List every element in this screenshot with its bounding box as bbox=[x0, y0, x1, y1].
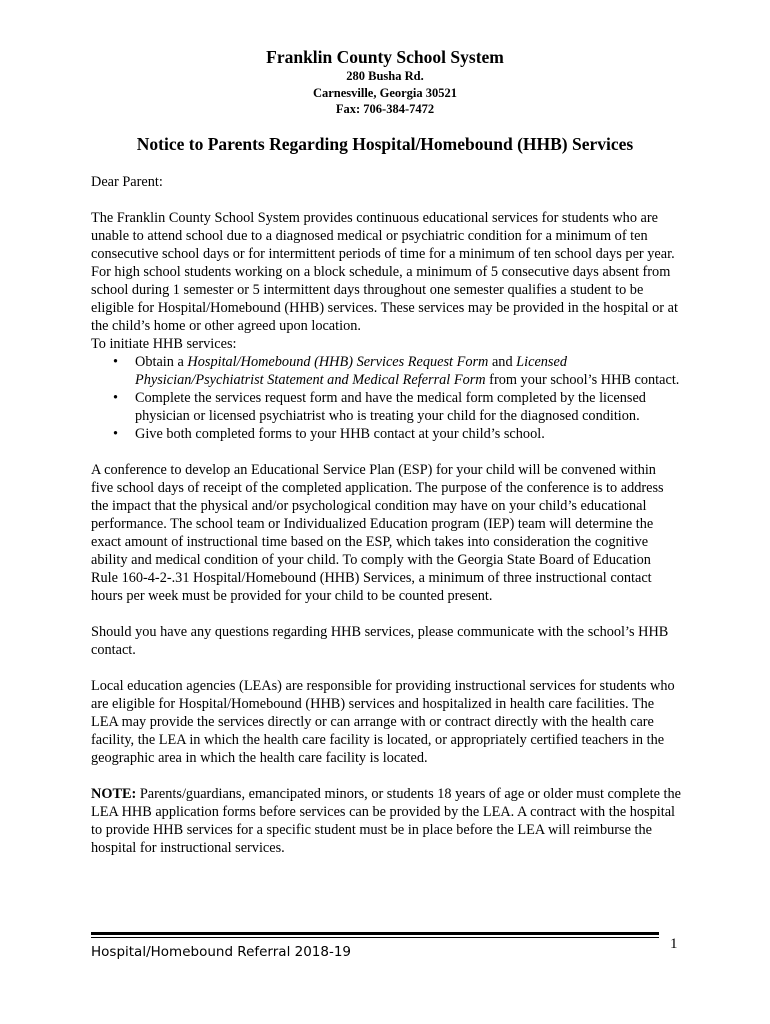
salutation: Dear Parent: bbox=[91, 174, 163, 190]
city-state-zip: Carnesville, Georgia 30521 bbox=[312, 85, 458, 100]
step-text-and: and bbox=[488, 354, 517, 370]
conference-paragraph: A conference to develop an Educational Service Plan (ESP) for your child will be convened within five school days of receipt of the completed application. The purpose of the conference is to address the impact that the physical and/or psychological condition may have on your child’s educational performance. The school team or Individualized Education program (IEP) team will determine the exact amount of instructional time based on the ESP, which takes into consideration the cognitive ability and medical condition of your child. To comply with the Georgia State Board of Education Rule 160-4-2-.31 Hospital/Homebound (HHB) Services, a minimum of three instructional contact hours per week must be provided for your child to be counted present. bbox=[91, 462, 664, 604]
note-paragraph bbox=[91, 785, 681, 857]
list-item bbox=[91, 389, 681, 425]
bullet-icon: • bbox=[113, 354, 119, 370]
steps-list bbox=[91, 353, 681, 443]
step-text-suffix: from your school’s HHB contact. bbox=[485, 372, 680, 388]
request-form-name: Hospital/Homebound (HHB) Services Request Form bbox=[187, 354, 489, 370]
letterhead bbox=[0, 46, 770, 118]
questions-paragraph: Should you have any questions regarding HHB services, please communicate with the school’s HHB contact. bbox=[91, 624, 669, 658]
letter-body bbox=[91, 173, 681, 857]
lea-paragraph: Local education agencies (LEAs) are responsible for providing instructional services for students who are eligible for Hospital/Homebound (HHB) services and hospitalized in health care facilities. The LEA may provide the services directly or can arrange with or contract directly with the health care facility, the LEA in which the health care facility is located, or appropriately certified teachers in the geographic area in which the health care facility is located. bbox=[91, 678, 675, 766]
step-text: Give both completed forms to your HHB contact at your child’s school. bbox=[135, 426, 545, 442]
street-address: 280 Busha Rd. bbox=[346, 69, 424, 83]
note-label: NOTE: bbox=[91, 786, 137, 802]
organization-name: Franklin County School System bbox=[266, 47, 504, 67]
step-text: Complete the services request form and have the medical form completed by the licensed physician or licensed psychiatrist who is treating your child for the diagnosed condition. bbox=[135, 390, 646, 424]
step-text-prefix: Obtain a bbox=[135, 354, 188, 370]
intro-paragraph: The Franklin County School System provides continuous educational services for students who are unable to attend school due to a diagnosed medical or psychiatric condition for a minimum of ten consecutive school days or for intermittent periods of time for a minimum of ten school days per year. For high school students working on a block schedule, a minimum of 5 consecutive days absent from school during 1 semester or 5 intermittent days throughout one semester qualifies a student to be eligible for Hospital/Homebound (HHB) services. These services may be provided in the hospital or at the child’s home or other agreed upon location. bbox=[91, 210, 678, 334]
fax-number: Fax: 706-384-7472 bbox=[335, 102, 435, 116]
footer-divider bbox=[91, 932, 659, 939]
referral-form-name: Licensed Physician/Psychiatrist Statement and Medical Referral Form bbox=[135, 354, 567, 388]
notice-title: Notice to Parents Regarding Hospital/Homebound (HHB) Services bbox=[136, 134, 634, 154]
bullet-icon: • bbox=[113, 426, 119, 442]
note-text: Parents/guardians, emancipated minors, or students 18 years of age or older must complete the LEA HHB application forms before services can be provided by the LEA. A contract with the hospital to provide HHB services for a specific student must be in place before the LEA will reimburse the hospital for instructional services. bbox=[91, 786, 682, 856]
list-item bbox=[91, 425, 681, 443]
bullet-icon: • bbox=[113, 390, 119, 406]
footer-label: Hospital/Homebound Referral 2018-19 bbox=[91, 944, 352, 960]
list-item bbox=[91, 353, 681, 389]
footer-divider-thin bbox=[91, 937, 659, 938]
page-number: 1 bbox=[670, 936, 678, 952]
initiate-heading: To initiate HHB services: bbox=[91, 336, 237, 352]
footer-divider-thick bbox=[91, 932, 659, 935]
